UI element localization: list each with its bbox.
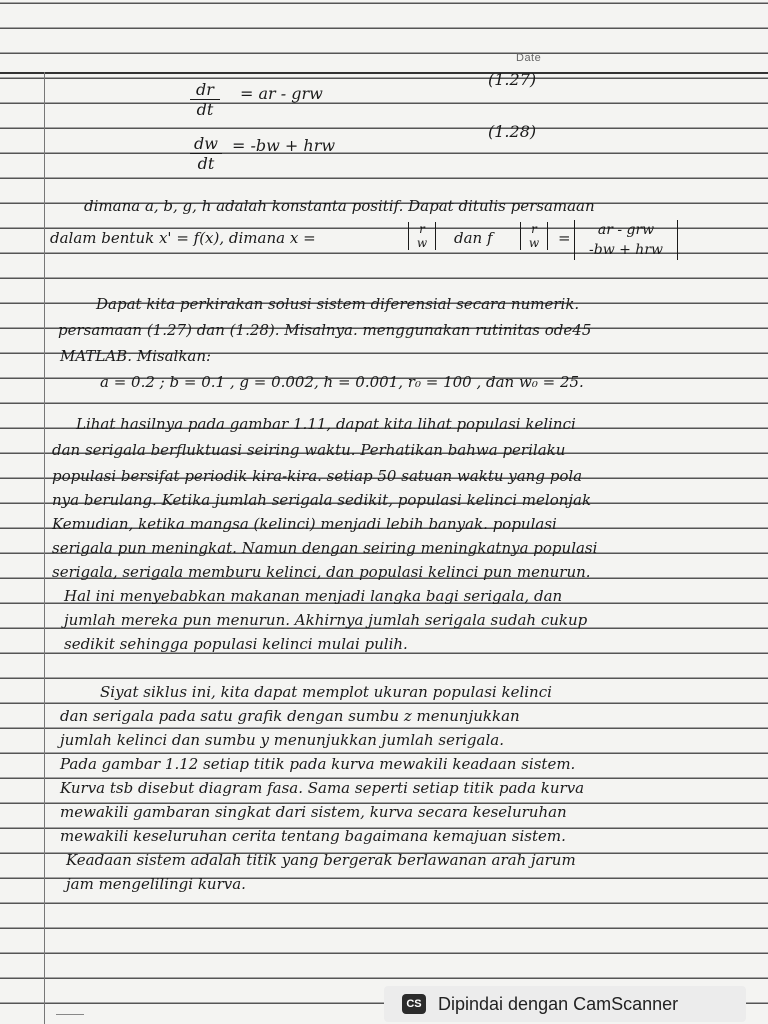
camscanner-watermark (384, 986, 746, 1022)
vector-f-output-2: -bw + hrw (589, 242, 663, 258)
p4-line1: Siyat siklus ini, kita dapat memplot ukuran populasi kelinci (100, 683, 552, 701)
p3-line2: dan serigala berfluktuasi seiring waktu. Perhatikan bahwa perilaku (52, 441, 566, 459)
p2-line3: MATLAB. Misalkan: (60, 347, 212, 365)
p3-line4: nya berulang. Ketika jumlah serigala sedikit, populasi kelinci melonjak (52, 491, 592, 509)
vector-x (408, 222, 436, 250)
p3-line3: populasi bersifat periodik kira-kira. setiap 50 satuan waktu yang pola (52, 467, 583, 485)
eq2-fraction (190, 134, 222, 173)
p3-line6: serigala pun meningkat. Namun dengan seiring meningkatnya populasi (52, 539, 598, 557)
corner-scribble (56, 1014, 84, 1019)
p4-line2: dan serigala pada satu grafik dengan sumbu z menunjukkan (60, 707, 520, 725)
margin-rule (44, 72, 45, 1024)
vector-f-input (520, 222, 548, 250)
p2-line2: persamaan (1.27) dan (1.28). Misalnya. menggunakan rutinitas ode45 (58, 321, 592, 339)
camscanner-text: Dipindai dengan CamScanner (438, 993, 679, 1014)
p3-line8: Hal ini menyebabkan makanan menjadi langka bagi serigala, dan (64, 587, 563, 605)
p3-line1: Lihat hasilnya pada gambar 1.11, dapat kita lihat populasi kelinci (76, 415, 576, 433)
vector-f-input-w: w (528, 236, 540, 250)
p1-line2b: dan f (454, 229, 493, 247)
p2-line4: a = 0.2 ; b = 0.1 , g = 0.002, h = 0.001, r₀ = 100 , dan w₀ = 25. (100, 373, 584, 391)
p3-line5: Kemudian, ketika mangsa (kelinci) menjadi lebih banyak. populasi (52, 515, 557, 533)
p3-line7: serigala, serigala memburu kelinci, dan populasi kelinci pun menurun. (52, 563, 591, 581)
p4-line6: mewakili gambaran singkat dari sistem, kurva secara keseluruhan (60, 803, 567, 821)
vector-f-input-r: r (531, 222, 537, 236)
p4-line4: Pada gambar 1.12 setiap titik pada kurva mewakili keadaan sistem. (60, 755, 576, 773)
camscanner-logo-icon: CS (402, 994, 426, 1014)
p4-line5: Kurva tsb disebut diagram fasa. Sama seperti setiap titik pada kurva (60, 779, 585, 797)
p2-line1: Dapat kita perkirakan solusi sistem diferensial secara numerik. (96, 295, 580, 313)
p4-line7: mewakili keseluruhan cerita tentang bagaimana kemajuan sistem. (60, 827, 566, 845)
top-rule (0, 72, 768, 74)
equals-sign: = (558, 229, 571, 247)
eq1-denominator: dt (196, 100, 214, 119)
date-label: Date (516, 52, 542, 64)
p4-line8: Keadaan sistem adalah titik yang bergerak berlawanan arah jarum (66, 851, 576, 869)
p1-line1: dimana a, b, g, h adalah konstanta positif. Dapat ditulis persamaan (84, 197, 595, 215)
p4-line3: jumlah kelinci dan sumbu y menunjukkan jumlah serigala. (60, 731, 504, 749)
eq1-numerator: dr (190, 80, 220, 100)
eq2-numerator: dw (190, 134, 222, 154)
eq2-rhs: = -bw + hrw (232, 136, 336, 155)
eq2-denominator: dt (197, 154, 215, 173)
p3-line9: jumlah mereka pun menurun. Akhirnya jumlah serigala sudah cukup (64, 611, 588, 629)
vector-x-w: w (416, 236, 428, 250)
eq2-tag: (1.28) (488, 122, 537, 141)
p4-line9: jam mengelilingi kurva. (66, 875, 246, 893)
p1-line2a: dalam bentuk x' = f(x), dimana x = (50, 229, 316, 247)
p3-line10: sedikit sehingga populasi kelinci mulai pulih. (64, 635, 408, 653)
eq1-rhs: = ar - grw (240, 84, 323, 103)
vector-f-output (574, 220, 678, 260)
vector-f-output-1: ar - grw (597, 222, 655, 238)
eq1-tag: (1.27) (488, 70, 537, 89)
eq1-fraction (190, 80, 220, 119)
vector-x-r: r (419, 222, 425, 236)
